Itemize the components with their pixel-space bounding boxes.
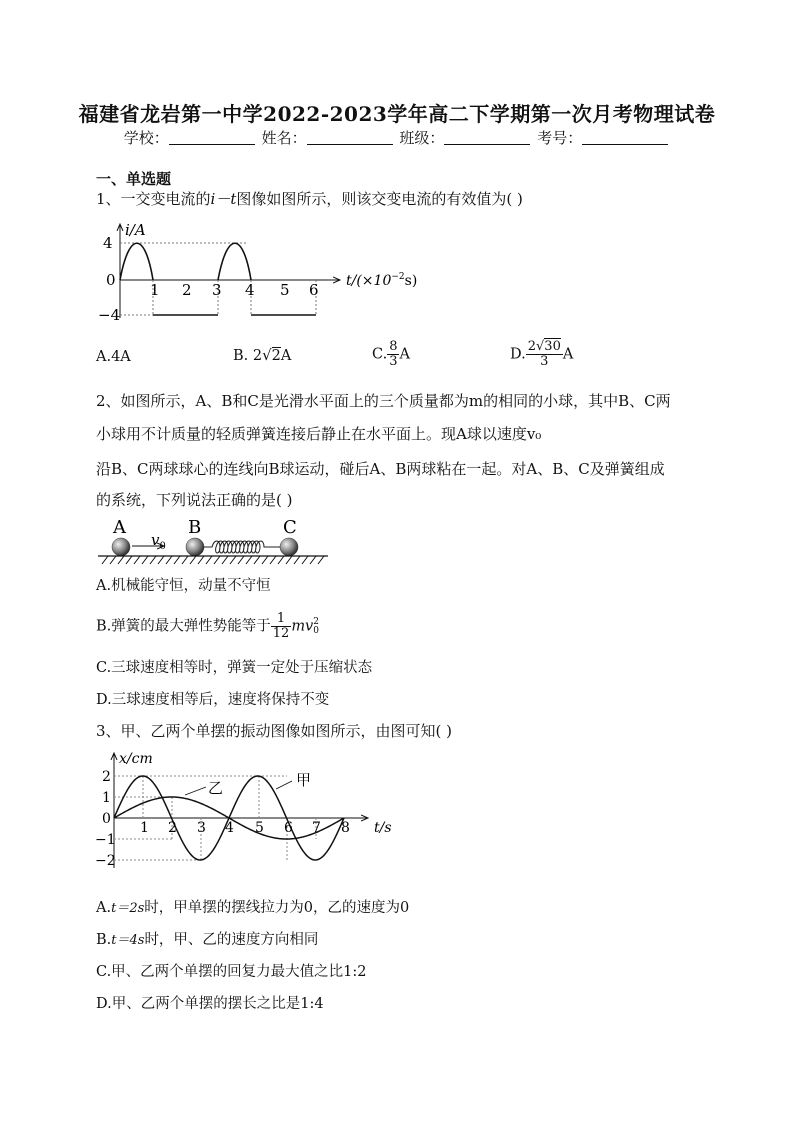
question-1-stem — [96, 189, 700, 209]
q1-sine-hump-1 — [120, 243, 153, 280]
q3-x-tick-7: 7 — [312, 820, 321, 836]
q1-y-tick-0: 0 — [106, 271, 116, 289]
q3-x-tick-5: 5 — [255, 820, 264, 836]
q1-option-c-num: 8 — [389, 339, 398, 354]
q3-y-tick-2: 2 — [102, 769, 111, 785]
q1-option-d-den: 3 — [540, 354, 549, 369]
name-label: 姓名： — [261, 129, 307, 147]
question-2-line-3: 沿B、C两球球心的连线向B球运动，碰后A、B两球粘在一起。对A、B、C及弹簧组成 — [96, 460, 665, 478]
q3-y-tick-neg2: −2 — [95, 853, 116, 869]
q3-option-b-expr: t＝4s — [111, 933, 145, 948]
q3-y-tick-0: 0 — [102, 811, 111, 827]
number-blank[interactable] — [582, 129, 668, 145]
q3-option-c[interactable]: C.甲、乙两个单摆的回复力最大值之比1:2 — [96, 964, 367, 980]
question-3-stem: 3、甲、乙两个单摆的振动图像如图所示，由图可知( ) — [96, 722, 453, 740]
q1-stem-prefix: 1、一交变电流的 — [96, 190, 211, 208]
q3-option-a-expr: t＝2s — [111, 901, 145, 916]
q1-option-d-coef: 2 — [527, 339, 536, 354]
q2-label-b: B — [188, 517, 202, 538]
q1-x-tick-6: 6 — [309, 281, 319, 299]
q1-option-b[interactable] — [233, 345, 291, 366]
q3-leader-yi — [185, 787, 206, 795]
q2-option-b-script — [313, 618, 319, 636]
q3-option-a-prefix: A. — [96, 900, 112, 916]
q2-label-c: C — [283, 517, 297, 538]
q2-option-b-sub: 0 — [313, 625, 319, 636]
q1-x-tick-5: 5 — [280, 281, 290, 299]
q1-option-c-den: 3 — [389, 354, 398, 369]
q1-x-tick-4: 4 — [245, 281, 255, 299]
q2-velocity-label — [151, 531, 166, 552]
q3-option-d[interactable]: D.甲、乙两个单摆的摆长之比是1:4 — [96, 996, 324, 1012]
q2-ground-hatching — [102, 556, 324, 564]
q1-x-tick-1: 1 — [150, 281, 160, 299]
q3-x-tick-1: 1 — [140, 820, 149, 836]
q1-y-tick-4: 4 — [103, 234, 113, 252]
q2-balls-spring-figure — [96, 517, 336, 569]
q2-label-a: A — [113, 517, 126, 538]
q3-option-a[interactable] — [96, 898, 409, 919]
q2-option-b[interactable] — [96, 612, 319, 641]
q1-x-label-exp: −2 — [391, 272, 405, 282]
q1-option-d-unit: A — [562, 346, 574, 363]
q1-y-label: i/A — [125, 221, 146, 239]
q1-option-d-num — [526, 340, 563, 355]
q1-x-label — [346, 272, 417, 289]
q1-sine-hump-2 — [218, 243, 251, 280]
question-2-line-1: 2、如图所示，A、B和C是光滑水平面上的三个质量都为m的相同的小球，其中B、C两 — [96, 392, 671, 410]
q3-option-a-text: 时，甲单摆的摆线拉力为0，乙的速度为0 — [144, 900, 410, 916]
q3-x-tick-3: 3 — [197, 820, 206, 836]
q2-option-b-sup: 2 — [313, 616, 319, 627]
q3-y-label: x/cm — [119, 751, 153, 767]
q1-option-c-fraction — [387, 340, 399, 369]
q2-velocity-symbol: v — [151, 531, 160, 549]
class-label: 班级： — [399, 129, 445, 147]
q2-ball-a — [112, 538, 130, 556]
q1-x-tick-3: 3 — [212, 281, 222, 299]
sqrt-icon: √ — [262, 346, 272, 364]
q1-option-c-unit: A — [399, 346, 410, 363]
q2-ball-b — [186, 538, 204, 556]
q1-option-d-rad: 30 — [544, 339, 561, 354]
q2-spring — [204, 541, 280, 553]
q3-x-tick-6: 6 — [284, 820, 293, 836]
number-label: 考号： — [537, 129, 583, 147]
q1-option-b-prefix: B. — [233, 348, 249, 364]
q2-option-b-fraction — [271, 612, 292, 641]
q3-x-tick-4: 4 — [225, 820, 234, 836]
q3-series-label-jia: 甲 — [296, 771, 312, 789]
school-label: 学校： — [123, 129, 169, 147]
q2-option-b-prefix: B.弹簧的最大弹性势能等于 — [96, 618, 271, 635]
q2-option-b-expr: mv — [291, 618, 314, 635]
q1-option-c-prefix: C. — [372, 346, 388, 363]
class-blank[interactable] — [444, 129, 530, 145]
q3-y-tick-1: 1 — [102, 790, 111, 806]
q3-oscillation-graph — [95, 747, 400, 872]
question-2-line-4: 的系统，下列说法正确的是( ) — [96, 491, 293, 509]
q2-option-b-num: 1 — [271, 612, 292, 627]
q3-x-tick-2: 2 — [168, 820, 177, 836]
q1-option-b-rad: 2 — [271, 348, 281, 364]
q2-ball-c — [280, 538, 298, 556]
q3-x-label: t/s — [374, 820, 392, 836]
question-2-line-2: 小球用不计质量的轻质弹簧连接后静止在水平面上。现A球以速度v₀ — [96, 425, 542, 443]
q1-option-c[interactable] — [372, 340, 410, 369]
q3-y-tick-neg1: −1 — [95, 832, 116, 848]
exam-title: 福建省龙岩第一中学2022-2023学年高二下学期第一次月考物理试卷 — [78, 102, 716, 126]
q1-stem-suffix: 图像如图所示，则该交变电流的有效值为( ) — [236, 190, 523, 208]
q3-option-b-text: 时，甲、乙的速度方向相同 — [144, 932, 319, 948]
q1-stem-var: i－t — [210, 190, 237, 208]
q1-option-d-fraction — [526, 340, 563, 369]
q3-option-b[interactable] — [96, 930, 318, 951]
q2-option-d[interactable]: D.三球速度相等后，速度将保持不变 — [96, 692, 330, 708]
section-heading: 一、单选题 — [96, 170, 172, 188]
q3-x-tick-8: 8 — [341, 820, 350, 836]
q1-x-tick-2: 2 — [182, 281, 192, 299]
student-info-row — [0, 127, 794, 148]
sqrt-icon: √ — [536, 339, 545, 354]
q1-option-b-unit: A — [280, 348, 292, 364]
q1-option-d[interactable] — [510, 340, 573, 369]
q2-option-b-den: 12 — [272, 626, 290, 641]
q1-option-a[interactable]: A.4A — [96, 349, 131, 365]
q1-x-label-main: t/(×10 — [346, 273, 392, 289]
q2-velocity-sub: 0 — [159, 541, 166, 552]
q1-current-graph — [100, 219, 430, 331]
q1-y-tick-neg4: −4 — [98, 306, 121, 324]
q1-x-label-unit: s) — [404, 273, 418, 289]
name-blank[interactable] — [307, 129, 393, 145]
q1-option-d-prefix: D. — [510, 346, 526, 363]
q1-option-b-coef: 2 — [252, 348, 263, 364]
q2-option-a[interactable]: A.机械能守恒，动量不守恒 — [96, 578, 271, 594]
school-blank[interactable] — [169, 129, 255, 145]
q3-option-b-prefix: B. — [96, 932, 112, 948]
q2-option-c[interactable]: C.三球速度相等时，弹簧一定处于压缩状态 — [96, 660, 373, 676]
q3-series-label-yi: 乙 — [208, 779, 224, 797]
q3-leader-jia — [276, 781, 292, 789]
